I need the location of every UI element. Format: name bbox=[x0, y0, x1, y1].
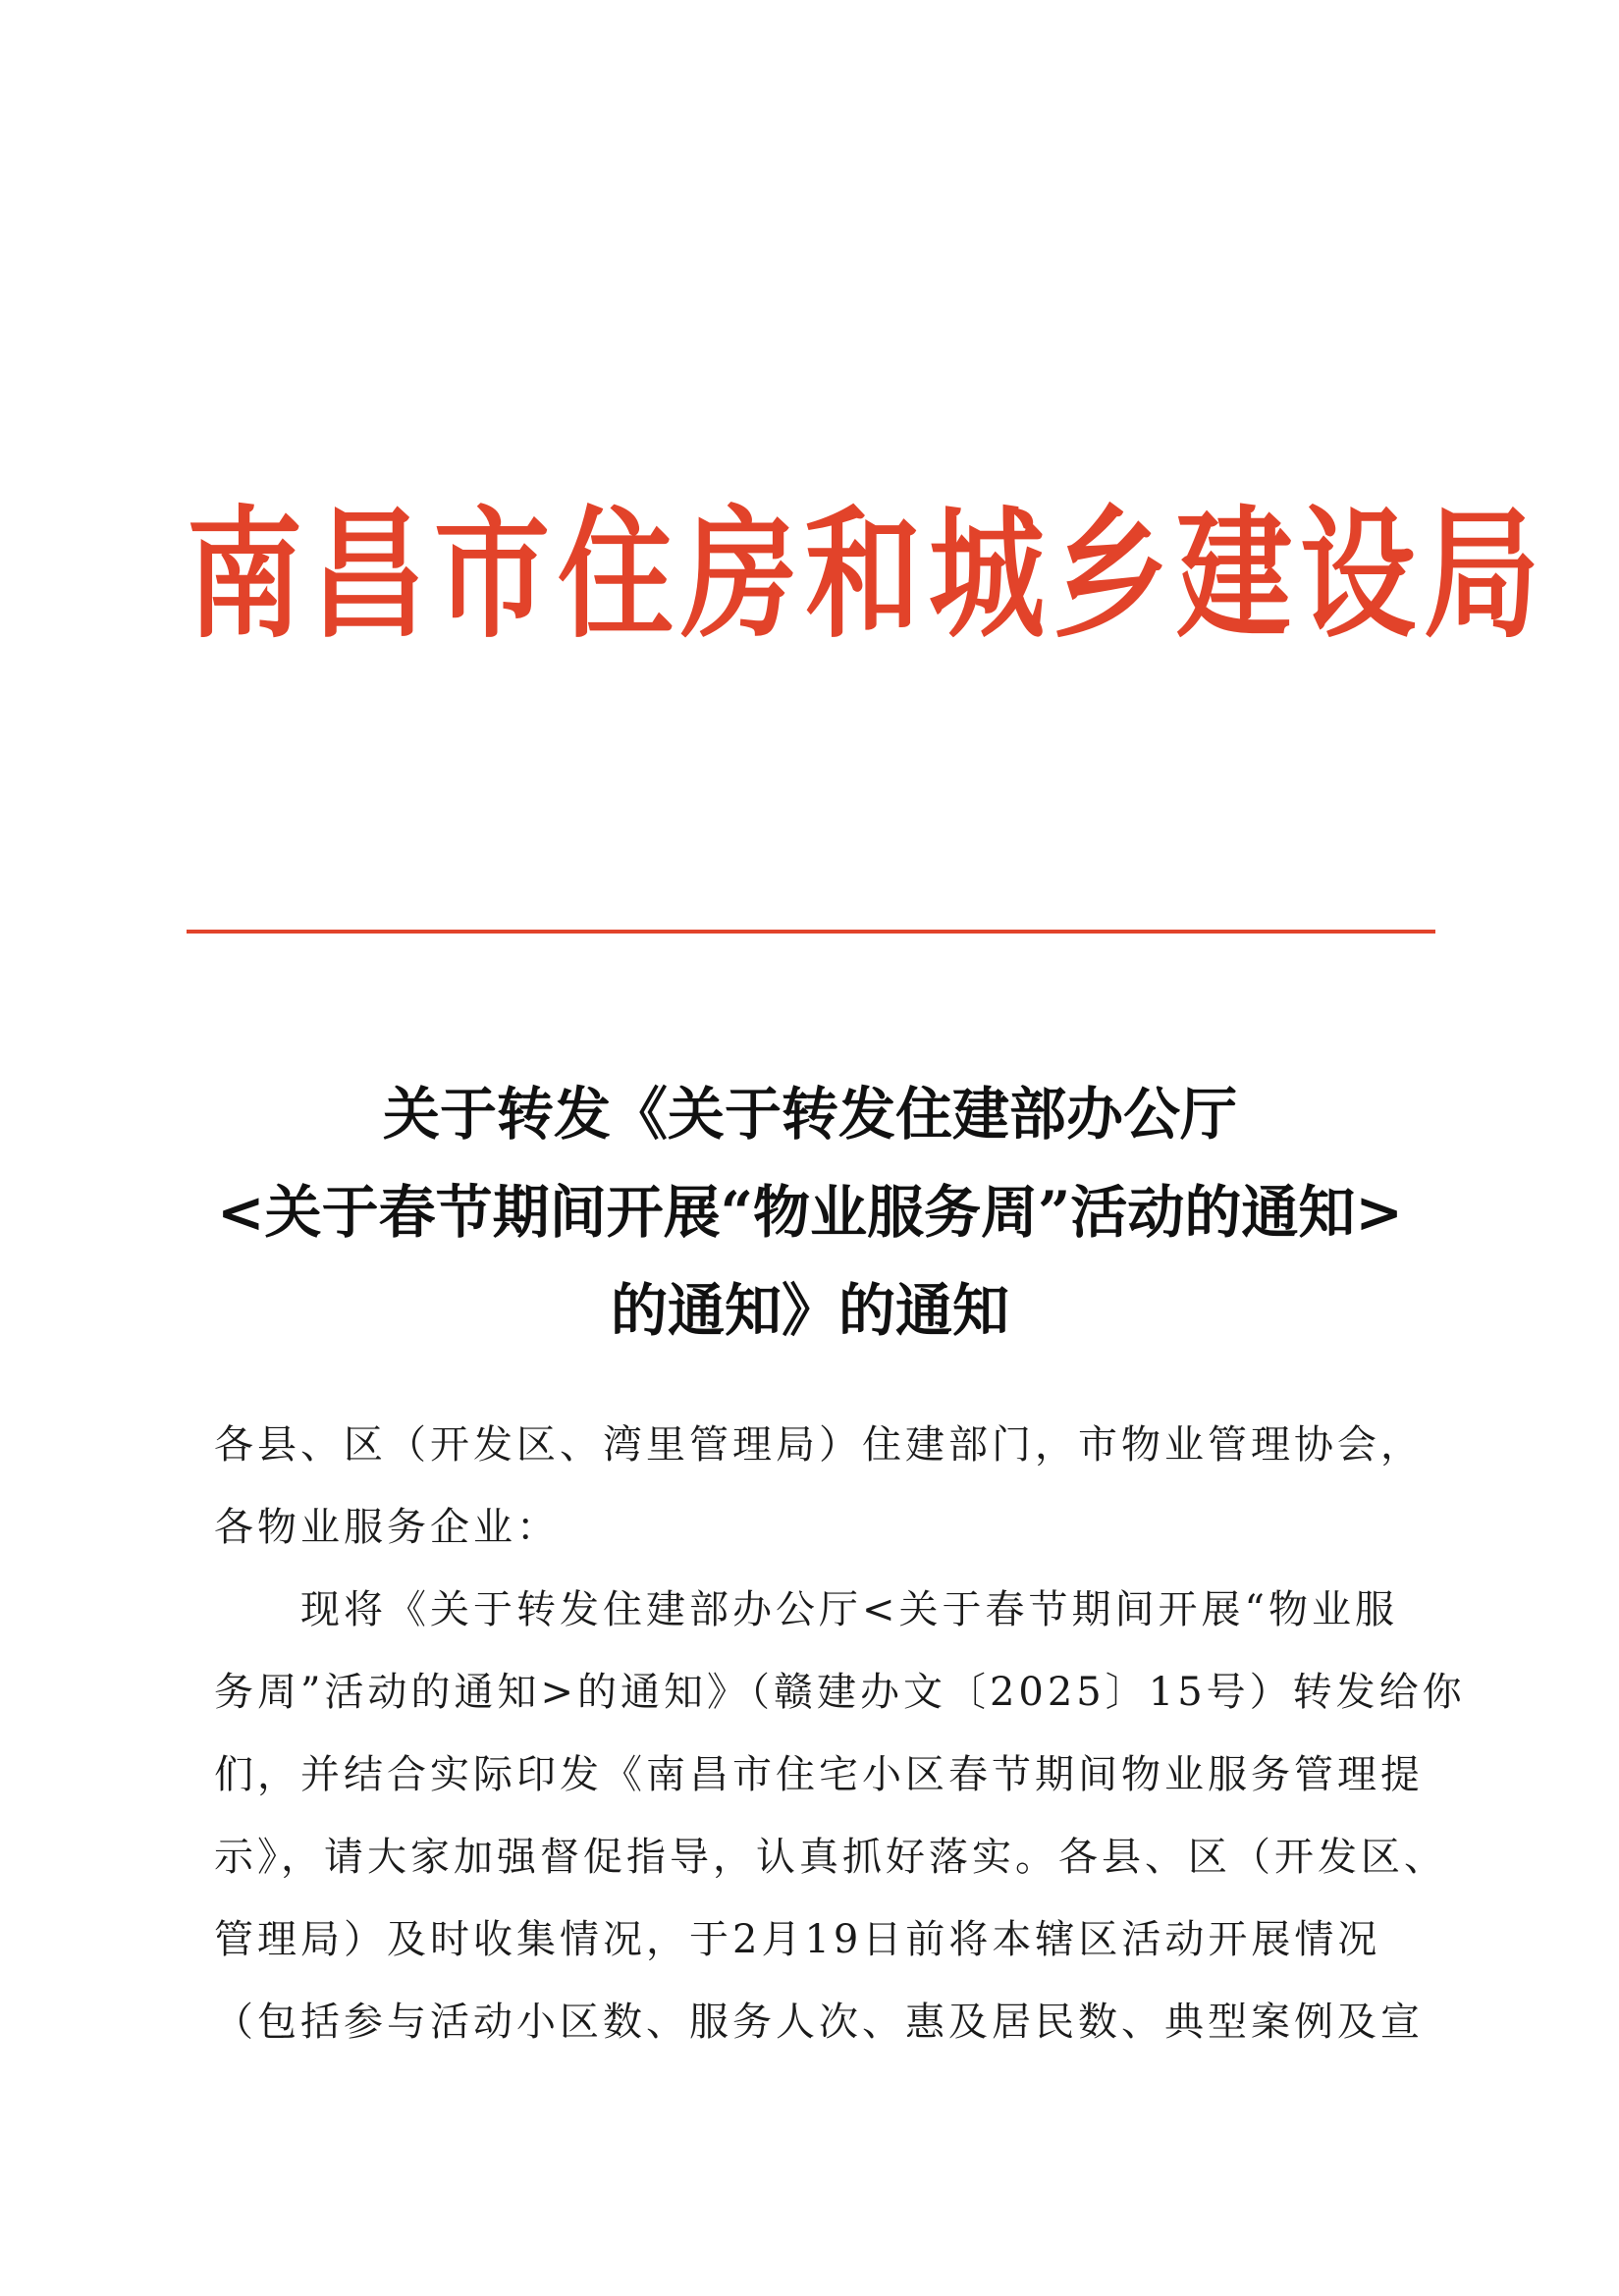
red-divider-rule bbox=[187, 930, 1435, 934]
paragraph-line-2: 务周”活动的通知>的通知》（赣建办文〔2025〕15号）转发给你 bbox=[214, 1670, 1466, 1715]
paragraph-line-4: 示》，请大家加强督促指导，认真抓好落实。各县、区（开发区、 bbox=[214, 1835, 1447, 1880]
paragraph-line-6: （包括参与活动小区数、服务人次、惠及居民数、典型案例及宣 bbox=[214, 2000, 1424, 2045]
document-title bbox=[157, 1065, 1463, 1360]
paragraph-line-1: 现将《关于转发住建部办公厅<关于春节期间开展“物业服 bbox=[300, 1587, 1398, 1632]
addressee-line-2: 各物业服务企业： bbox=[214, 1505, 560, 1550]
document-body bbox=[214, 1404, 1466, 2063]
title-line-3: 的通知》的通知 bbox=[610, 1277, 1009, 1344]
addressee-line-1: 各县、区（开发区、湾里管理局）住建部门，市物业管理协会， bbox=[214, 1422, 1424, 1468]
title-line-2: <关于春节期间开展“物业服务周”活动的通知> bbox=[217, 1179, 1403, 1246]
paragraph-line-3: 们，并结合实际印发《南昌市住宅小区春节期间物业服务管理提 bbox=[214, 1752, 1424, 1797]
issuing-authority-header: 南昌市住房和城乡建设局 bbox=[187, 491, 1548, 658]
title-line-1: 关于转发《关于转发住建部办公厅 bbox=[382, 1081, 1237, 1148]
paragraph-line-5: 管理局）及时收集情况，于2月19日前将本辖区活动开展情况 bbox=[214, 1917, 1381, 1962]
